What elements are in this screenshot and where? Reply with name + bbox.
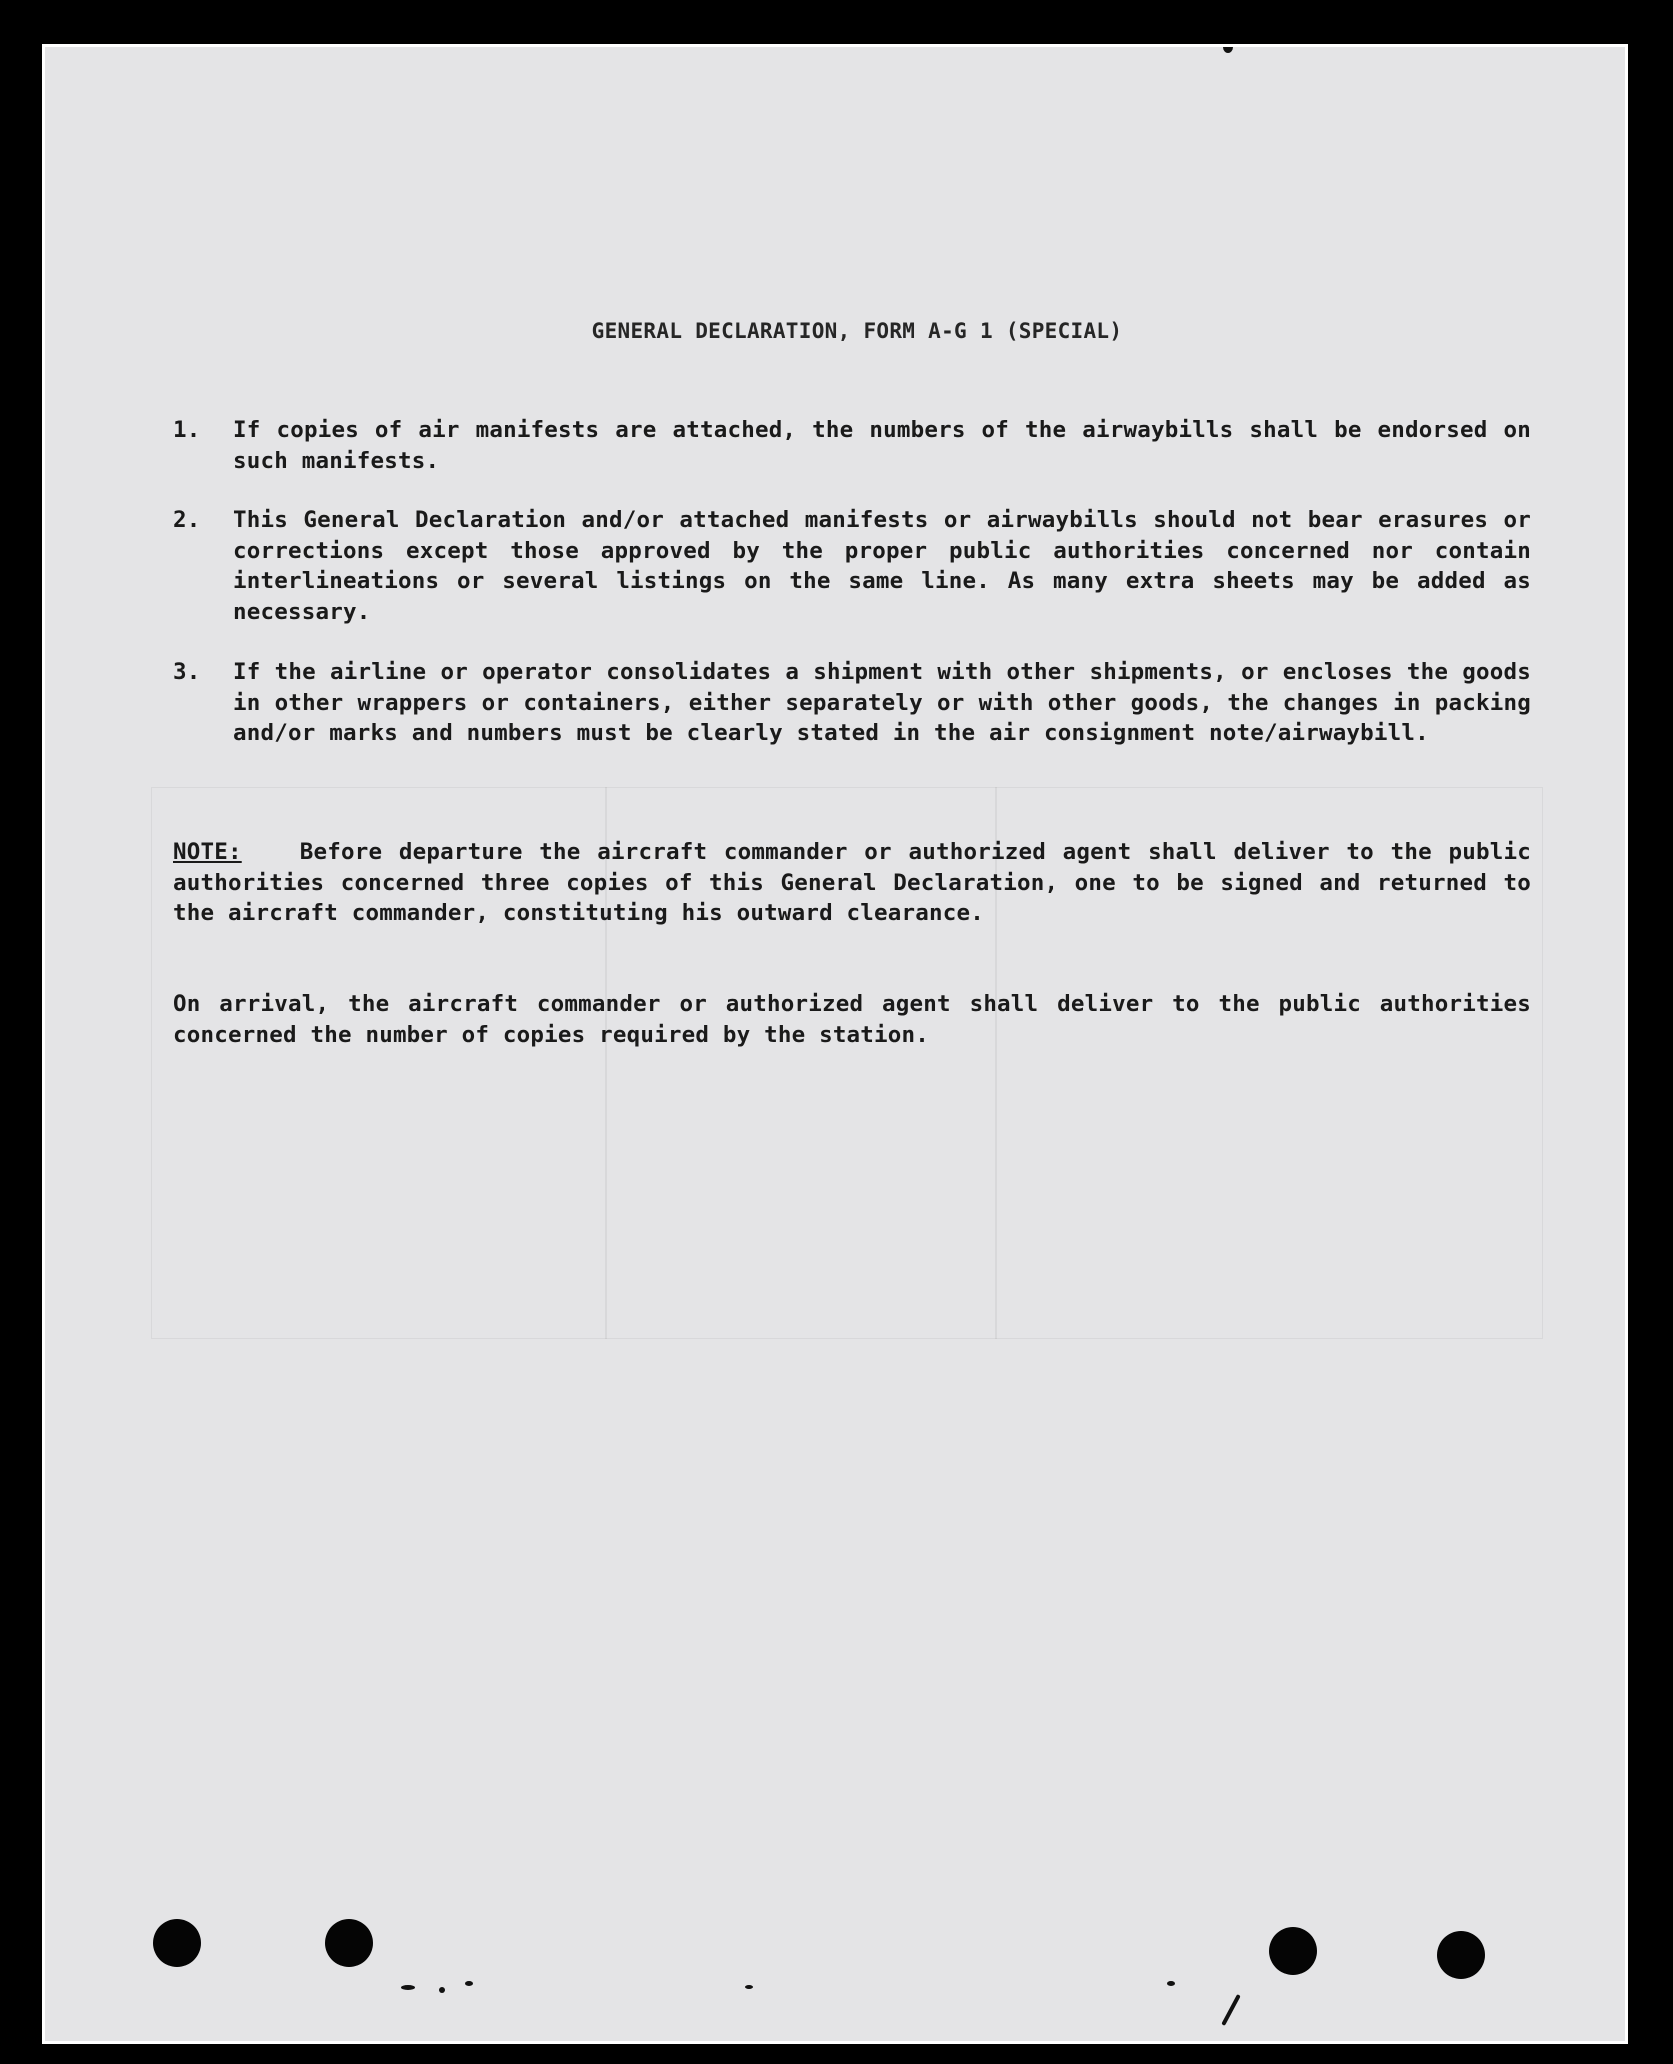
speck-mark xyxy=(1221,1994,1240,2026)
list-item xyxy=(173,415,1533,476)
punch-hole xyxy=(153,1919,201,1967)
document-title: GENERAL DECLARATION, FORM A-G 1 (SPECIAL) xyxy=(591,319,1123,343)
item-text: If the airline or operator consolidates a shipment with other shipments, or encloses the goods in other wrappers or containers, either separately or with other goods, the changes in packing and/or marks and numbers must be clearly stated in the air consignment note/airwaybill. xyxy=(233,659,1531,746)
item-text: If copies of air manifests are attached, the numbers of the airwaybills shall be endorsed on such manifests. xyxy=(233,417,1531,474)
list-item xyxy=(173,657,1533,749)
item-number: 3. xyxy=(173,659,201,685)
note-text: Before departure the aircraft commander or authorized agent shall deliver to the public authorities concerned three copies of this General Declaration, one to be signed and returned to the aircraft commander, constituting his outward clearance. xyxy=(173,839,1531,926)
punch-hole xyxy=(1437,1931,1485,1979)
arrival-paragraph: On arrival, the aircraft commander or authorized agent shall deliver to the public authorities concerned the number of copies required by the station. xyxy=(173,991,1531,1048)
punch-hole xyxy=(325,1919,373,1967)
item-number: 1. xyxy=(173,417,201,443)
punch-hole xyxy=(1269,1927,1317,1975)
note-label: NOTE: xyxy=(173,839,242,865)
note-paragraph xyxy=(173,837,1531,929)
speck-mark xyxy=(745,1985,753,1989)
list-item xyxy=(173,505,1533,627)
item-text: This General Declaration and/or attached manifests or airwaybills should not bear erasures or corrections except those approved by the proper public authorities concerned nor contain interlineations or several listings on the same line. As many extra sheets may be added as necessary. xyxy=(233,507,1531,625)
speck-mark xyxy=(1167,1981,1175,1986)
speck-mark xyxy=(1223,44,1233,53)
document-sheet xyxy=(42,44,1628,2044)
item-number: 2. xyxy=(173,507,201,533)
speck-mark xyxy=(465,1981,473,1986)
speck-mark xyxy=(401,1985,415,1990)
speck-mark xyxy=(439,1987,445,1993)
